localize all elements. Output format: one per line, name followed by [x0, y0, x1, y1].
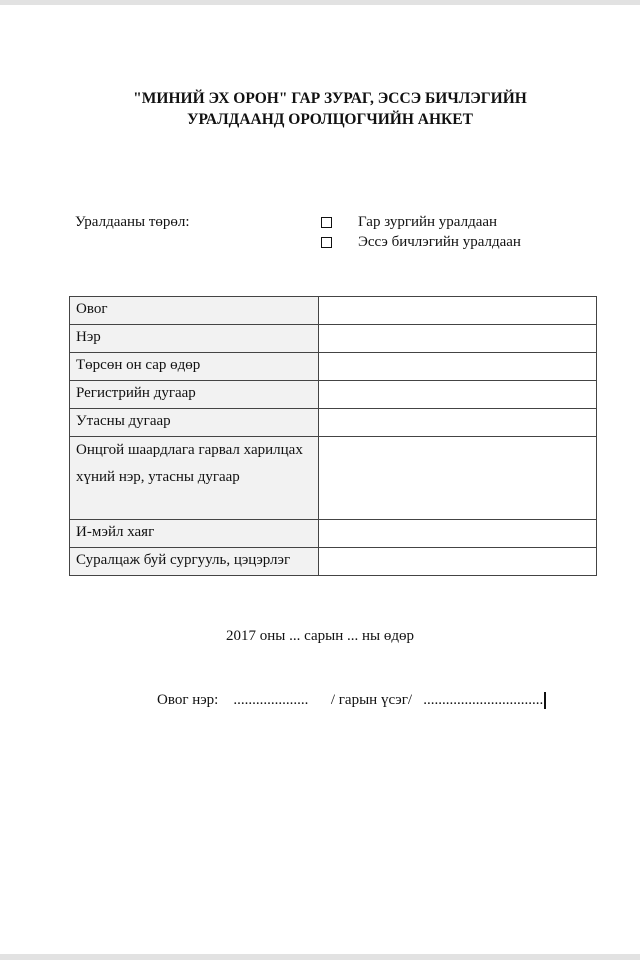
page-bottom-edge [0, 954, 640, 960]
form-value-birthdate[interactable] [319, 353, 597, 381]
page-top-edge [0, 0, 640, 5]
competition-type-label: Уралдааны төрөл: [75, 214, 190, 230]
form-label-emergency-contact: Онцгой шаардлага гарвал харилцах хүний нэр, утасны дугаар [70, 437, 319, 520]
signature-dots[interactable]: ................................ [423, 692, 544, 708]
form-label-registry: Регистрийн дугаар [70, 381, 319, 409]
form-value-emergency-contact[interactable] [319, 437, 597, 520]
form-value-surname[interactable] [319, 297, 597, 325]
form-row [70, 381, 597, 409]
text-cursor [544, 692, 546, 709]
form-row [70, 548, 597, 576]
form-label-birthdate: Төрсөн он сар өдөр [70, 353, 319, 381]
document-title [60, 88, 600, 130]
date-line: 2017 оны ... сарын ... ны өдөр [226, 628, 414, 644]
option-essay[interactable] [321, 234, 521, 251]
option-drawing[interactable] [321, 214, 497, 231]
signature-line [157, 692, 546, 709]
form-value-email[interactable] [319, 520, 597, 548]
option-drawing-label: Гар зургийн уралдаан [358, 214, 498, 230]
form-value-phone[interactable] [319, 409, 597, 437]
form-label-email: И-мэйл хаяг [70, 520, 319, 548]
participant-form-table [69, 296, 597, 576]
option-essay-label: Эссэ бичлэгийн уралдаан [358, 234, 521, 250]
form-value-name[interactable] [319, 325, 597, 353]
form-row [70, 520, 597, 548]
form-label-school: Суралцаж буй сургууль, цэцэрлэг [70, 548, 319, 576]
form-label-surname: Овог [70, 297, 319, 325]
form-row [70, 353, 597, 381]
form-value-registry[interactable] [319, 381, 597, 409]
form-row [70, 409, 597, 437]
signature-label: / гарын үсэг/ [330, 692, 413, 708]
checkbox-essay[interactable] [321, 237, 332, 248]
checkbox-drawing[interactable] [321, 217, 332, 228]
form-row [70, 325, 597, 353]
form-row [70, 297, 597, 325]
form-value-school[interactable] [319, 548, 597, 576]
title-line-1: "МИНИЙ ЭХ ОРОН" ГАР ЗУРАГ, ЭССЭ БИЧЛЭГИЙН [133, 90, 527, 107]
form-label-name: Нэр [70, 325, 319, 353]
name-dots[interactable]: .................... [233, 692, 309, 708]
name-label: Овог нэр: [157, 692, 219, 708]
title-line-2: УРАЛДААНД ОРОЛЦОГЧИЙН АНКЕТ [187, 111, 473, 128]
form-row [70, 437, 597, 520]
form-label-phone: Утасны дугаар [70, 409, 319, 437]
